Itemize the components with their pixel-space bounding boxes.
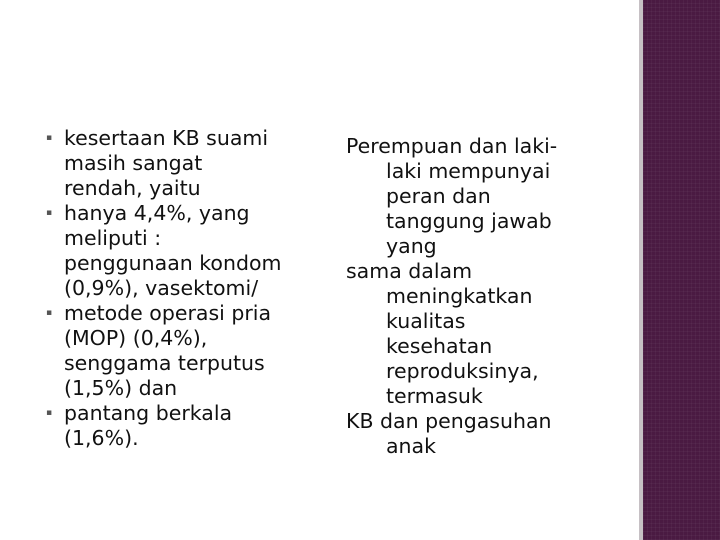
- paragraph: [346, 134, 616, 259]
- paragraph-line: meningkatkan: [386, 284, 533, 308]
- decorative-side-panel: [643, 0, 720, 540]
- paragraph-first-line: sama dalam: [346, 259, 473, 283]
- bullet-line: (MOP) (0,4%),: [64, 326, 208, 350]
- paragraph-first-line: KB dan pengasuhan: [346, 409, 552, 433]
- bullet-icon: ▪: [46, 308, 53, 318]
- bullet-line: masih sangat: [64, 151, 203, 175]
- bullet-icon: ▪: [46, 408, 53, 418]
- bullet-line: penggunaan kondom: [64, 251, 282, 275]
- paragraph-line: tanggung jawab: [386, 209, 552, 233]
- bullet-icon: ▪: [46, 133, 53, 143]
- paragraph-line: laki mempunyai: [386, 159, 551, 183]
- bullet-line: metode operasi pria: [64, 301, 272, 325]
- bullet-item: [46, 301, 306, 401]
- paragraph-line: yang: [386, 234, 437, 258]
- bullet-line: (1,5%) dan: [64, 376, 178, 400]
- bullet-line: meliputi :: [64, 226, 162, 250]
- bullet-line: kesertaan KB suami: [64, 126, 269, 150]
- paragraph-line: reproduksinya,: [386, 359, 539, 383]
- paragraph-line: peran dan: [386, 184, 491, 208]
- paragraph-line: kesehatan: [386, 334, 493, 358]
- paragraph: [346, 409, 616, 459]
- bullet-item: [46, 201, 306, 301]
- paragraph-line: termasuk: [386, 384, 483, 408]
- bullet-line: pantang berkala: [64, 401, 233, 425]
- bullet-item: [46, 401, 306, 451]
- paragraph-line: anak: [386, 434, 436, 458]
- right-text-block: [346, 134, 616, 459]
- bullet-line: hanya 4,4%, yang: [64, 201, 250, 225]
- paragraph-first-line: Perempuan dan laki-: [346, 134, 558, 158]
- bullet-line: senggama terputus: [64, 351, 265, 375]
- bullet-line: (0,9%), vasektomi/: [64, 276, 259, 300]
- bullet-icon: ▪: [46, 208, 53, 218]
- left-bullet-list: [46, 126, 306, 451]
- bullet-line: rendah, yaitu: [64, 176, 201, 200]
- bullet-item: [46, 126, 306, 201]
- paragraph: [346, 259, 616, 409]
- bullet-line: (1,6%).: [64, 426, 139, 450]
- paragraph-line: kualitas: [386, 309, 466, 333]
